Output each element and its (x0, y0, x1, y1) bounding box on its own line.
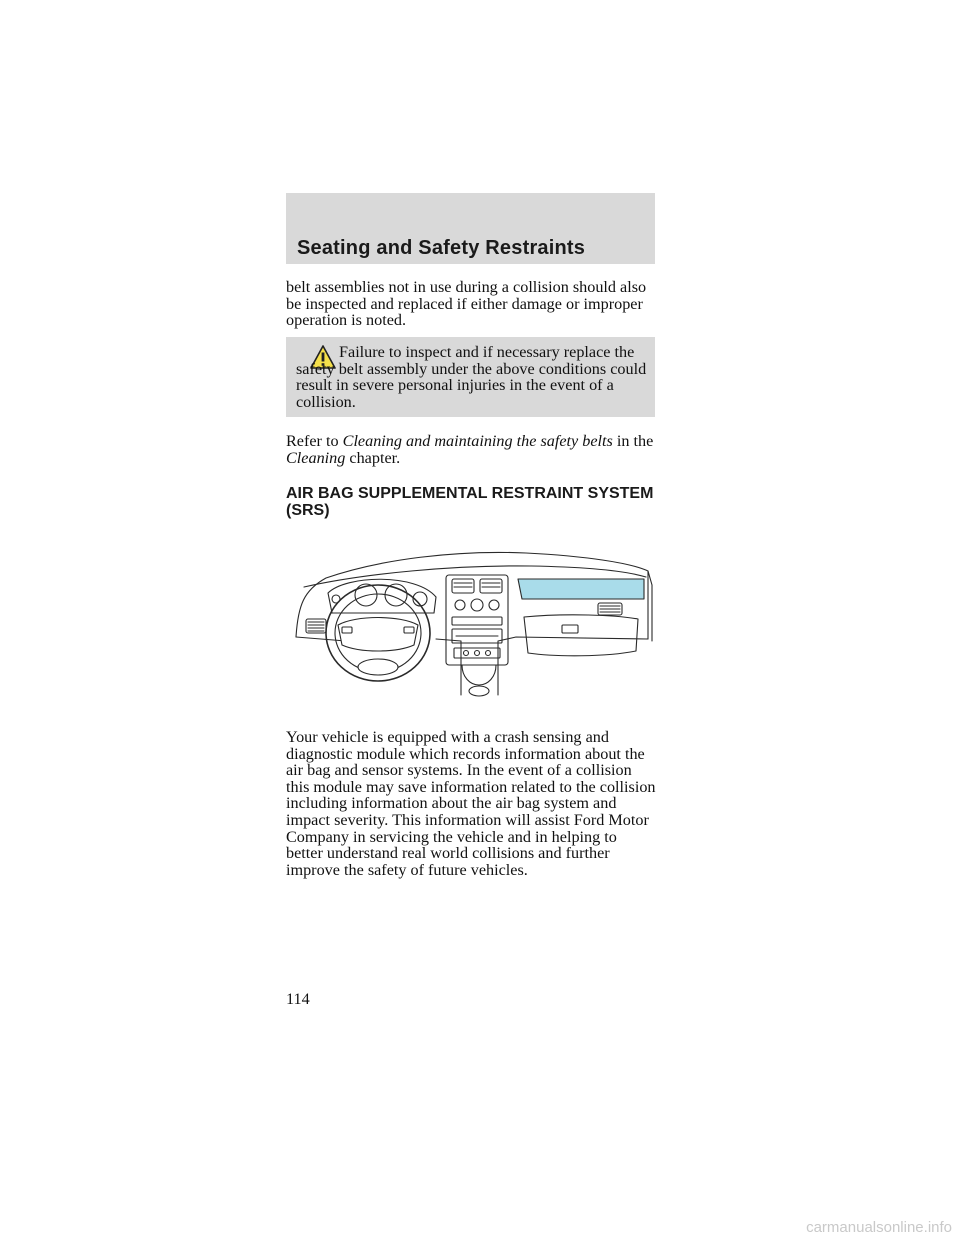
header-band (286, 193, 655, 264)
intro-paragraph: belt assemblies not in use during a collision should also be inspected and replaced if either damage or improper operation is noted. (286, 278, 647, 330)
refer-paragraph (286, 433, 656, 466)
refer-middle: in the (616, 432, 654, 450)
refer-link-cleaning: Cleaning (286, 448, 346, 467)
body-paragraph: Your vehicle is equipped with a crash sensing and diagnostic module which records information about the air bag and sensor systems. In the event of a collision this module may save information related to the collision including information about the air bag system and impact severity. This information will assist Ford Motor Company in servicing the vehicle and in helping to better understand real world collisions and further improve the safety of future vehicles. (286, 728, 656, 879)
page-title: Seating and Safety Restraints (297, 237, 586, 259)
warning-text: Failure to inspect and if necessary replace the safety belt assembly under the above conditions could result in severe personal injuries in the event of a collision. (296, 343, 647, 411)
refer-suffix: chapter. (349, 448, 401, 467)
dashboard-airbag-illustration (286, 545, 655, 705)
page-number: 114 (286, 990, 310, 1008)
warning-box (286, 337, 655, 417)
refer-link-safety-belts: Cleaning and maintaining the safety belts (342, 432, 613, 450)
refer-prefix: Refer to (286, 432, 339, 450)
watermark: carmanualsonline.info (806, 1219, 952, 1236)
section-heading: AIR BAG SUPPLEMENTAL RESTRAINT SYSTEM (SRS) (286, 485, 654, 519)
